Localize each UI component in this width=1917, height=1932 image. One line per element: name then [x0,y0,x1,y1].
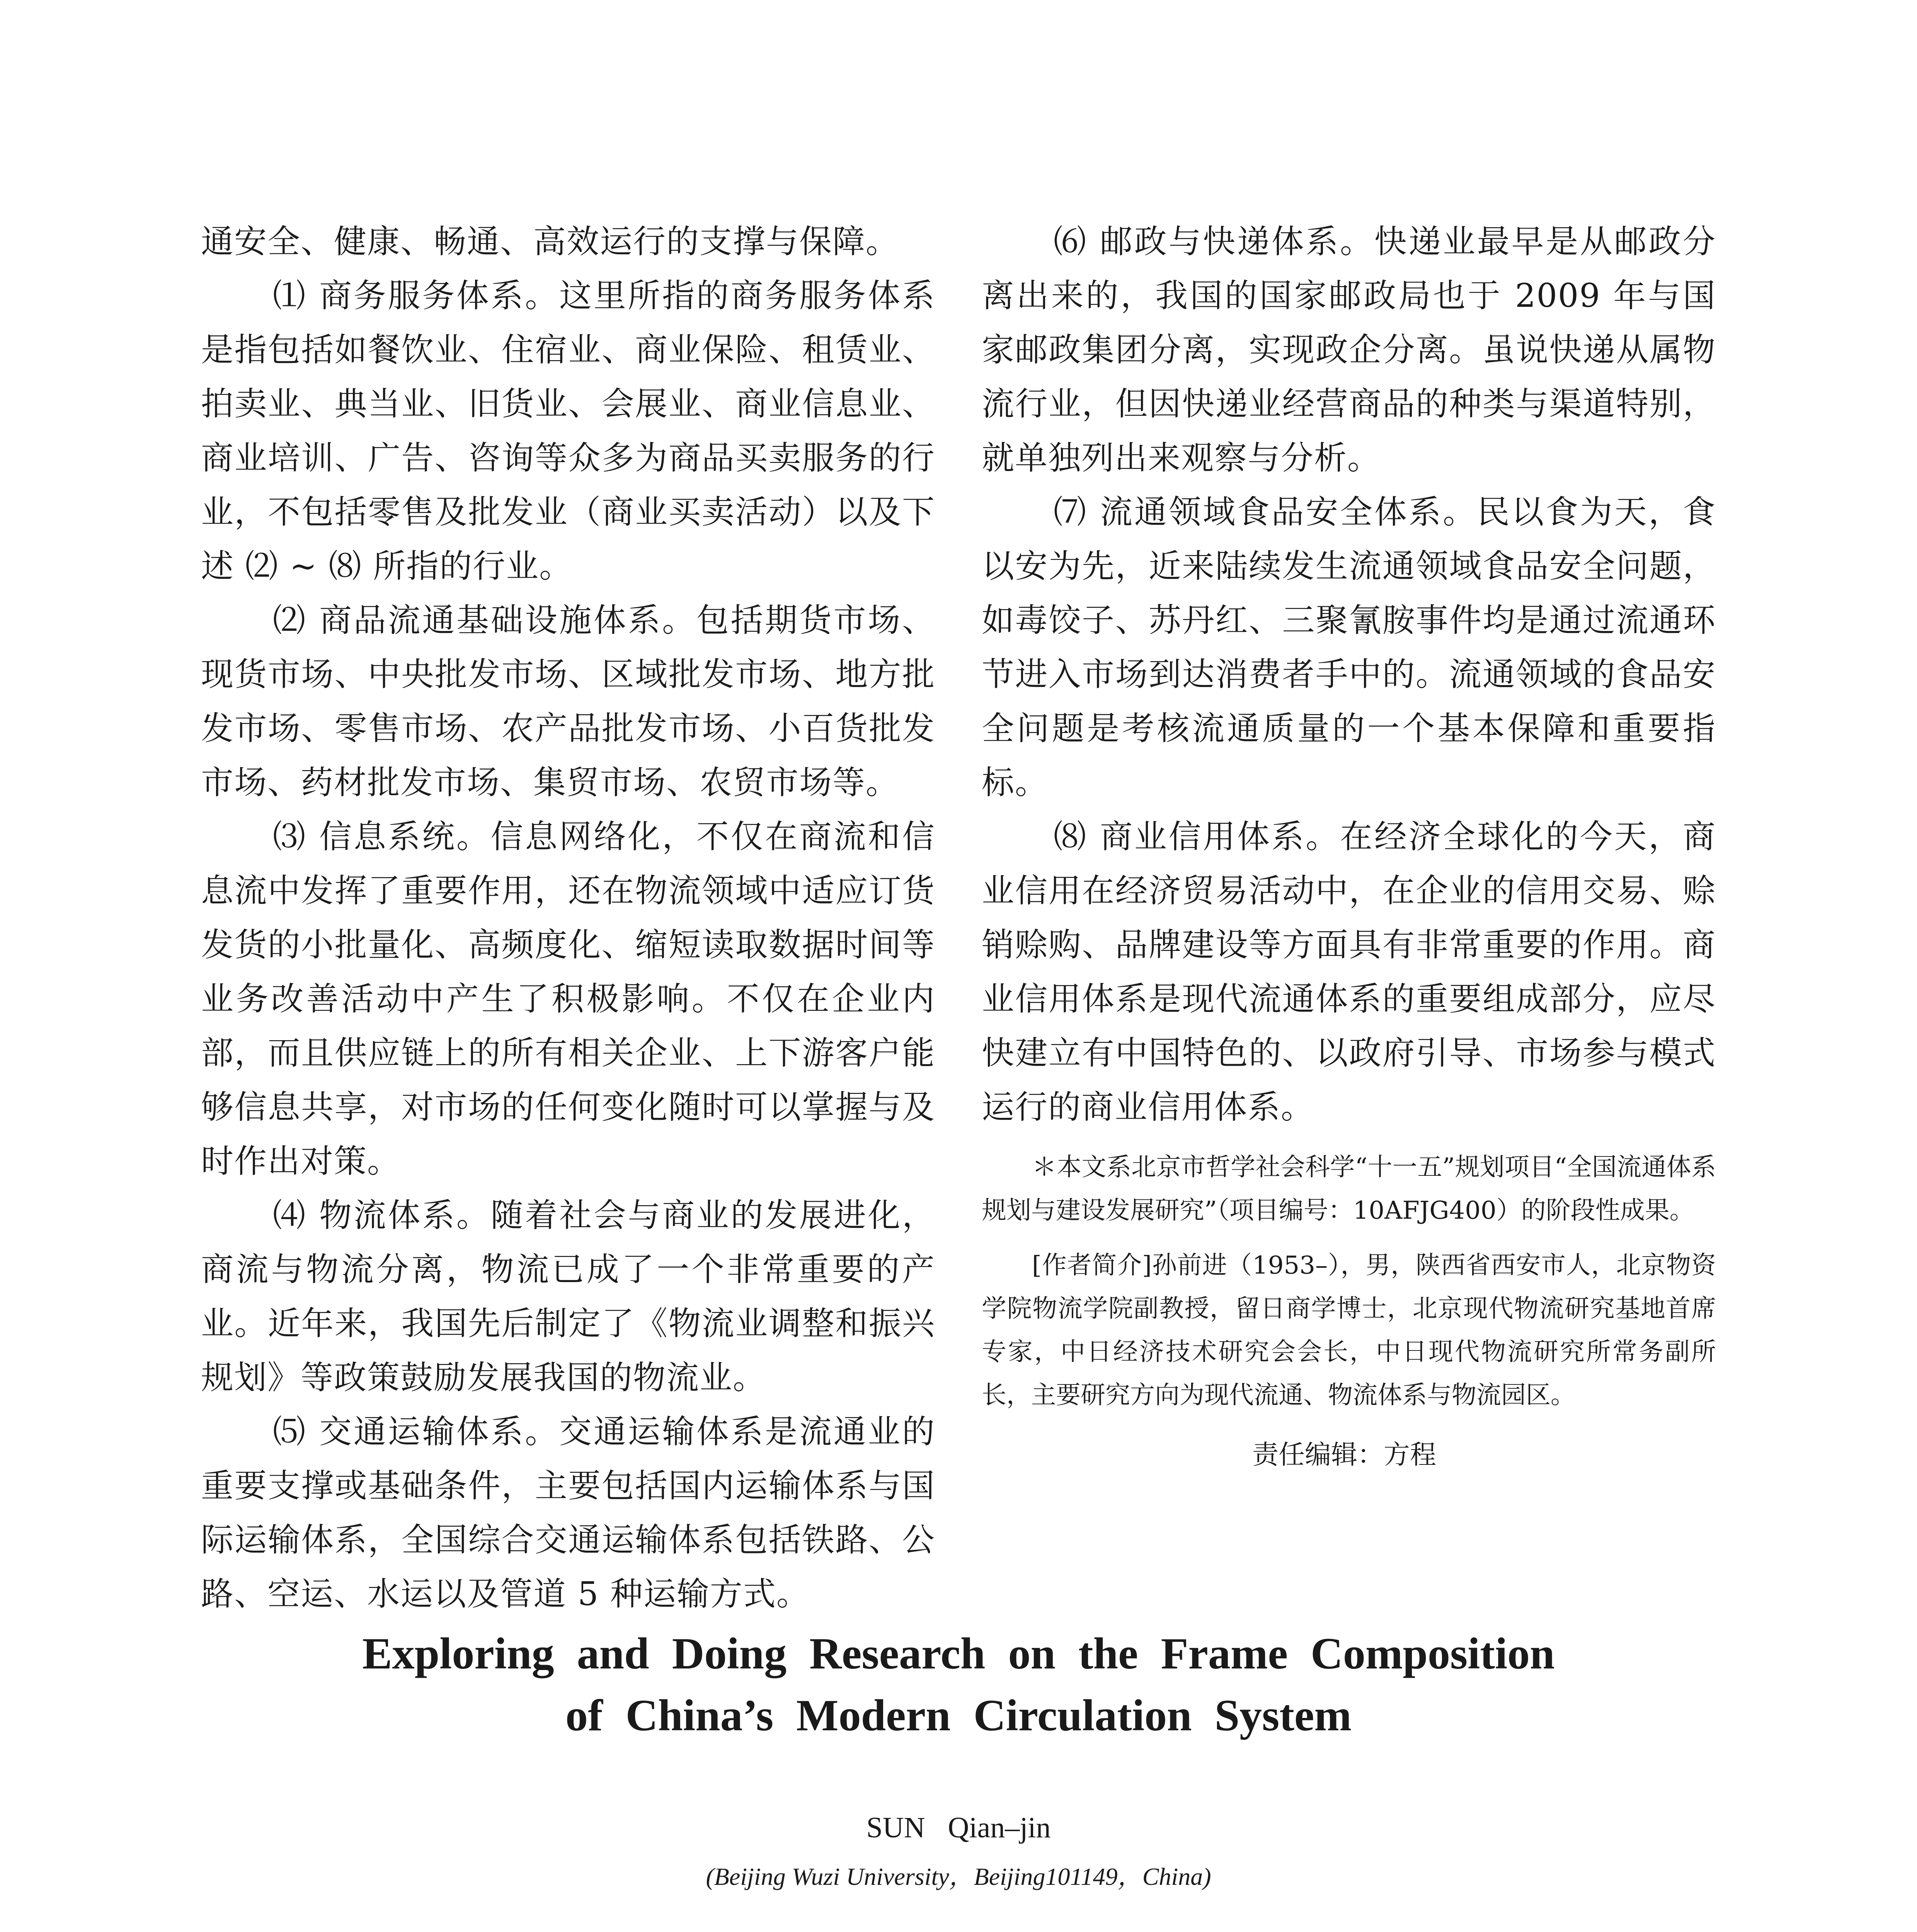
body-paragraph: ⑺ 流通领域食品安全体系。民以食为天，食以安为先，近来陆续发生流通领域食品安全问题，如毒饺子、苏丹红、三聚氰胺事件均是通过流通环节进入市场到达消费者手中的。流通领域的食品安全问题是考核流通质量的一个基本保障和重要指标。 [982,493,1716,801]
english-title-line1: Exploring and Doing Research on the Frame Composition [362,1629,1555,1679]
english-title-line2: of China’s Modern Circulation System [565,1691,1352,1740]
body-paragraph: ⑵ 商品流通基础设施体系。包括期货市场、现货市场、中央批发市场、区域批发市场、地方批发市场、零售市场、农产品批发市场、小百货批发市场、药材批发市场、集贸市场、农贸市场等。 [201,601,935,801]
body-paragraph: 通安全、健康、畅通、高效运行的支撑与保障。 [201,223,899,260]
right-column [982,214,1716,1621]
english-author: SUN Qian–jin [866,1811,1051,1844]
left-column [201,214,935,1621]
responsible-editor: 责任编辑：方程 [1252,1440,1437,1470]
two-column-body [201,214,1716,1621]
body-paragraph: ⑶ 信息系统。信息网络化，不仅在商流和信息流中发挥了重要作用，还在物流领域中适应订货发货的小批量化、高频度化、缩短读取数据时间等业务改善活动中产生了积极影响。不仅在企业内部，而且供应链上的所有相关企业、上下游客户能够信息共享，对市场的任何变化随时可以掌握与及时作出对策。 [201,818,935,1180]
body-paragraph: ⑻ 商业信用体系。在经济全球化的今天，商业信用在经济贸易活动中，在企业的信用交易、赊销赊购、品牌建设等方面具有非常重要的作用。商业信用体系是现代流通体系的重要组成部分，应尽快建立有中国特色的、以政府引导、市场参与模式运行的商业信用体系。 [982,818,1716,1126]
english-title [186,1623,1731,1747]
english-affiliation: (Beijing Wuzi University，Beijing101149，China) [706,1863,1211,1890]
author-bio: [作者简介]孙前进（1953–），男，陕西省西安市人，北京物资学院物流学院副教授，留日商学博士，北京现代物流研究基地首席专家，中日经济技术研究会会长，中日现代物流研究所常务副所长，主要研究方向为现代流通、物流体系与物流园区。 [982,1251,1716,1410]
body-paragraph: ⑷ 物流体系。随着社会与商业的发展进化，商流与物流分离，物流已成了一个非常重要的产业。近年来，我国先后制定了《物流业调整和振兴规划》等政策鼓励发展我国的物流业。 [201,1196,935,1396]
body-paragraph: ⑹ 邮政与快递体系。快递业最早是从邮政分离出来的，我国的国家邮政局也于 2009 年与国家邮政集团分离，实现政企分离。虽说快递从属物流行业，但因快递业经营商品的种类与渠道特别，就单独列出来观察与分析。 [982,223,1716,477]
body-paragraph: ⑴ 商务服务体系。这里所指的商务服务体系是指包括如餐饮业、住宿业、商业保险、租赁业、拍卖业、典当业、旧货业、会展业、商业信息业、商业培训、广告、咨询等众多为商品买卖服务的行业，不包括零售及批发业（商业买卖活动）以及下述 ⑵ ~ ⑻ 所指的行业。 [201,277,935,585]
body-paragraph: ⑸ 交通运输体系。交通运输体系是流通业的重要支撑或基础条件，主要包括国内运输体系与国际运输体系，全国综合交通运输体系包括铁路、公路、空运、水运以及管道 5 种运输方式。 [201,1413,935,1613]
funding-note: ＊本文系北京市哲学社会科学“十一五”规划项目“全国流通体系规划与建设发展研究”（项目编号：10AFJG400）的阶段性成果。 [982,1153,1716,1225]
